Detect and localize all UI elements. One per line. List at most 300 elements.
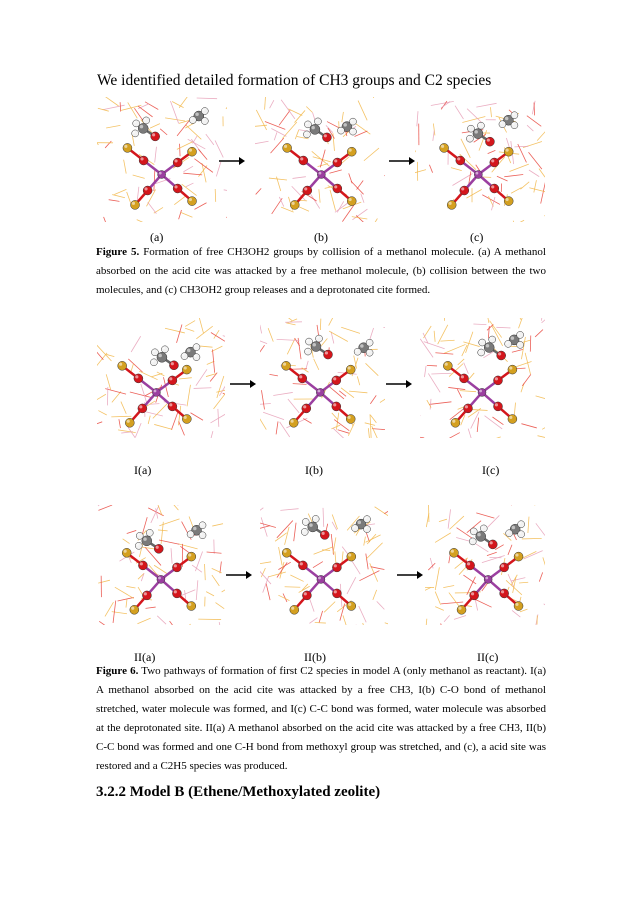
figure5-panel-c [415,97,545,222]
framework-bond [170,621,182,625]
framework-bond [265,97,267,110]
oxygen-atom [332,376,341,385]
arrow-right-icon [389,153,415,171]
framework-bond [537,126,545,141]
framework-bond [194,203,206,210]
framework-bond [516,368,525,369]
framework-bond [333,537,336,553]
hydrogen-atom [143,117,150,124]
silicon-atom [484,575,492,583]
framework-bond [111,416,131,417]
hydrogen-atom [136,532,143,539]
framework-bond [444,433,460,438]
hydrogen-atom [304,121,311,128]
framework-bond [384,170,385,176]
framework-bond [120,102,121,111]
framework-bond [105,141,111,148]
framework-bond [342,112,344,122]
framework-bond [151,506,159,523]
framework-bond [160,129,167,135]
framework-bond [463,342,479,347]
framework-bond [385,623,388,625]
framework-bond [323,508,324,527]
oxygen-atom [466,561,475,570]
framework-bond [287,338,295,354]
oxygen-atom [172,589,181,598]
framework-bond [448,387,465,389]
framework-bond [427,365,437,366]
figure5-label-a: (a) [150,230,164,244]
framework-bond [380,398,385,403]
framework-bond [511,578,525,581]
figure6-label-Ib: I(b) [305,463,323,477]
framework-bond [285,587,301,588]
oxygen-atom [154,544,163,553]
framework-bond [220,562,221,574]
oxygen-atom [323,350,332,359]
figure6-label-IIa: II(a) [134,650,156,664]
framework-bond [542,420,545,430]
oxygen-atom [303,186,312,195]
framework-bond [519,582,528,583]
hydrogen-atom [201,118,208,125]
framework-bond [332,413,338,420]
framework-bond [182,590,196,596]
framework-bond [223,336,225,338]
framework-bond [260,404,271,405]
framework-bond [326,125,333,132]
oxygen-atom [168,402,177,411]
framework-bond [366,363,379,375]
framework-bond [303,418,311,423]
oxygen-atom [139,156,148,165]
framework-bond [268,572,285,577]
silicon-atom [316,388,324,396]
framework-bond [440,340,454,341]
figure6-panel-IIa [97,505,225,625]
framework-bond [222,585,225,592]
oxygen-atom [298,561,307,570]
framework-bond [349,391,367,393]
hydrogen-atom [135,542,142,549]
framework-bond [104,217,108,222]
oxygen-atom [494,376,503,385]
framework-bond [212,575,219,586]
framework-bond [145,102,158,110]
tip-atom [504,147,513,156]
framework-bond [425,588,431,592]
framework-bond [443,586,454,588]
oxygen-atom [490,184,499,193]
framework-bond [158,530,168,531]
framework-bond [102,105,124,110]
framework-bond [115,587,134,598]
figure6-panel-IIc [425,505,545,625]
framework-bond [138,104,149,109]
framework-bond [314,359,319,370]
framework-bond [424,366,426,377]
figure5-caption-label: Figure 5. [96,246,140,258]
oxygen-atom [333,184,342,193]
oxygen-atom [320,530,329,539]
framework-bond [306,361,309,370]
silicon-atom [152,388,160,396]
framework-bond [285,318,293,321]
hydrogen-atom [305,338,312,345]
framework-bond [312,151,330,166]
framework-bond [464,363,469,374]
framework-bond [280,422,290,437]
framework-bond [280,509,298,511]
framework-bond [206,134,214,145]
framework-bond [97,394,106,403]
framework-bond [522,374,531,386]
oxygen-atom [151,132,160,141]
tip-atom [514,602,523,611]
framework-bond [543,557,545,579]
hydrogen-atom [193,354,200,361]
framework-bond [159,540,179,544]
silicon-atom [317,171,325,179]
framework-bond [210,414,225,423]
framework-bond [522,538,542,539]
tip-atom [508,365,517,374]
framework-bond [271,138,284,153]
framework-bond [529,188,545,193]
framework-bond [313,562,323,568]
framework-bond [420,339,433,358]
carbon-atom [476,531,486,541]
framework-bond [154,424,172,429]
silicon-atom [474,171,482,179]
hydrogen-atom [354,348,361,355]
framework-bond [177,324,182,342]
oxygen-atom [485,137,494,146]
framework-bond [269,374,277,375]
framework-bond [138,106,153,117]
framework-bond [372,426,382,438]
framework-bond [329,318,336,326]
oxygen-atom [332,563,341,572]
framework-bond [260,337,267,343]
tip-atom [447,200,456,209]
hydrogen-atom [181,353,188,360]
oxygen-atom [138,561,147,570]
figure6-label-Ia: I(a) [134,463,152,477]
framework-bond [477,418,478,432]
framework-bond [298,338,301,359]
framework-bond [383,327,385,328]
framework-bond [119,419,121,428]
oxygen-atom [322,133,331,142]
tip-atom [457,605,466,614]
molecule-render [260,505,388,625]
framework-bond [511,188,521,194]
framework-bond [155,147,157,163]
oxygen-atom [173,158,182,167]
framework-bond [534,102,535,115]
silicon-atom [157,575,165,583]
framework-bond [128,359,142,372]
framework-bond [118,597,134,601]
silicon-atom [158,171,166,179]
tip-atom [182,415,191,424]
oxygen-atom [168,376,177,385]
framework-bond [263,412,284,419]
framework-bond [429,402,451,405]
framework-bond [171,548,172,563]
framework-bond [341,388,354,398]
framework-bond [159,519,179,526]
figure6-panel-Ia [97,318,225,438]
framework-bond [487,552,497,555]
framework-bond [536,523,545,535]
framework-bond [256,110,266,130]
carbon-atom [157,352,167,362]
hydrogen-atom [466,135,473,142]
framework-bond [519,318,527,328]
arrow-right-icon [386,376,412,394]
framework-bond [324,602,335,613]
framework-bond [504,175,523,177]
hydrogen-atom [480,525,487,532]
framework-bond [539,572,542,581]
framework-bond [135,423,141,437]
framework-bond [348,422,354,435]
framework-bond [384,507,388,514]
hydrogen-atom [304,348,311,355]
framework-bond [444,344,466,353]
framework-bond [211,346,222,351]
framework-bond [364,148,379,161]
framework-bond [476,544,489,552]
framework-bond [179,210,182,219]
framework-bond [197,98,217,99]
framework-bond [514,318,521,320]
carbon-atom [484,343,494,353]
carbon-atom [310,124,320,134]
tip-atom [347,197,356,206]
figure6-label-IIc: II(c) [477,650,499,664]
figure6-caption-label: Figure 6. [96,665,139,677]
hydrogen-atom [518,531,525,538]
framework-bond [256,188,262,194]
framework-bond [212,524,223,526]
framework-bond [377,601,385,609]
framework-bond [281,100,295,119]
framework-bond [226,217,227,222]
framework-bond [454,616,466,620]
figure5-panel-b [255,97,385,222]
oxygen-atom [333,158,342,167]
framework-bond [435,567,439,590]
framework-bond [449,516,463,529]
framework-bond [358,101,367,121]
hydrogen-atom [366,349,373,356]
framework-bond [467,109,483,124]
framework-bond [529,152,542,169]
tip-atom [347,552,356,561]
hydrogen-atom [489,336,496,343]
framework-bond [363,623,370,625]
framework-bond [260,508,263,516]
framework-bond [266,583,270,600]
framework-bond [270,100,274,108]
framework-bond [207,361,215,364]
framework-bond [488,326,489,338]
framework-bond [179,97,190,108]
framework-bond [473,324,486,325]
framework-bond [180,144,181,156]
tip-atom [182,365,191,374]
tip-atom [283,143,292,152]
tip-atom [514,552,523,561]
figure5-label-b: (b) [314,230,328,244]
framework-bond [534,180,537,192]
hydrogen-atom [302,518,309,525]
figure6-label-IIb: II(b) [304,650,326,664]
figure5-panel-a [97,97,227,222]
framework-bond [187,385,190,407]
framework-bond [535,330,543,337]
framework-bond [490,321,502,338]
framework-bond [333,428,345,438]
arrow-right-icon [226,567,252,585]
framework-bond [366,554,368,570]
framework-bond [366,543,383,560]
framework-bond [124,160,127,174]
framework-bond [368,428,369,438]
framework-bond [527,116,541,127]
framework-bond [508,545,512,555]
framework-bond [196,326,212,339]
hydrogen-atom [352,525,359,532]
framework-bond [293,384,307,385]
framework-bond [126,599,127,607]
framework-bond [131,336,141,352]
framework-bond [373,97,376,98]
framework-bond [97,353,107,369]
tip-atom [188,197,197,206]
framework-bond [269,178,287,180]
framework-bond [476,103,496,107]
framework-bond [319,611,323,623]
framework-bond [315,622,326,623]
molecule-render [97,318,225,438]
oxygen-atom [172,563,181,572]
hydrogen-atom [518,521,525,528]
framework-bond [335,551,336,564]
framework-bond [112,195,125,198]
hydrogen-atom [146,529,153,536]
framework-bond [508,220,524,222]
framework-bond [520,182,529,189]
framework-bond [183,166,193,172]
framework-bond [205,564,206,580]
framework-bond [539,169,545,177]
framework-bond [165,328,185,333]
figure6-panel-Ib [260,318,385,438]
framework-bond [482,195,500,205]
framework-bond [165,118,185,121]
framework-bond [294,523,296,541]
figure6-panel-Ic [420,318,545,438]
framework-bond [512,610,520,617]
framework-bond [282,122,296,138]
framework-bond [512,349,523,352]
hydrogen-atom [189,117,196,124]
framework-bond [191,413,204,421]
molecule-render [425,505,545,625]
figure5-caption [96,243,546,300]
hydrogen-atom [337,127,344,134]
framework-bond [293,177,306,179]
hydrogen-atom [187,531,194,538]
framework-bond [196,580,198,600]
oxygen-atom [497,351,506,360]
framework-bond [276,421,278,434]
tip-atom [290,605,299,614]
framework-bond [441,602,463,604]
hydrogen-atom [314,118,321,125]
oxygen-atom [460,374,469,383]
tip-atom [122,548,131,557]
framework-bond [180,624,191,625]
tip-atom [130,605,139,614]
oxygen-atom [494,402,503,411]
framework-bond [105,389,126,395]
hydrogen-atom [366,339,373,346]
oxygen-atom [302,591,311,600]
framework-bond [428,373,440,392]
molecule-render [415,97,545,222]
framework-bond [435,533,451,543]
framework-bond [150,124,160,128]
framework-bond [448,509,450,528]
framework-bond [260,562,271,565]
oxygen-atom [302,404,311,413]
hydrogen-atom [193,344,200,351]
tip-atom [346,365,355,374]
hydrogen-atom [478,349,485,356]
framework-bond [199,318,204,333]
silicon-atom [317,575,325,583]
oxygen-atom [488,540,497,549]
framework-bond [274,132,277,140]
framework-bond [109,200,120,202]
framework-bond [98,580,110,583]
framework-bond [375,507,388,517]
oxygen-atom [490,158,499,167]
hydrogen-atom [132,130,139,137]
framework-bond [451,168,462,171]
framework-bond [425,619,427,625]
framework-bond [370,395,376,403]
oxygen-atom [169,361,178,370]
framework-bond [277,521,293,538]
tip-atom [187,602,196,611]
oxygen-atom [500,563,509,572]
framework-bond [435,592,440,605]
figure5-label-c: (c) [470,230,484,244]
framework-bond [541,181,545,203]
framework-bond [196,369,207,385]
framework-bond [364,537,366,546]
framework-bond [295,130,298,139]
framework-bond [279,110,290,125]
framework-bond [114,189,126,194]
framework-bond [208,431,213,438]
